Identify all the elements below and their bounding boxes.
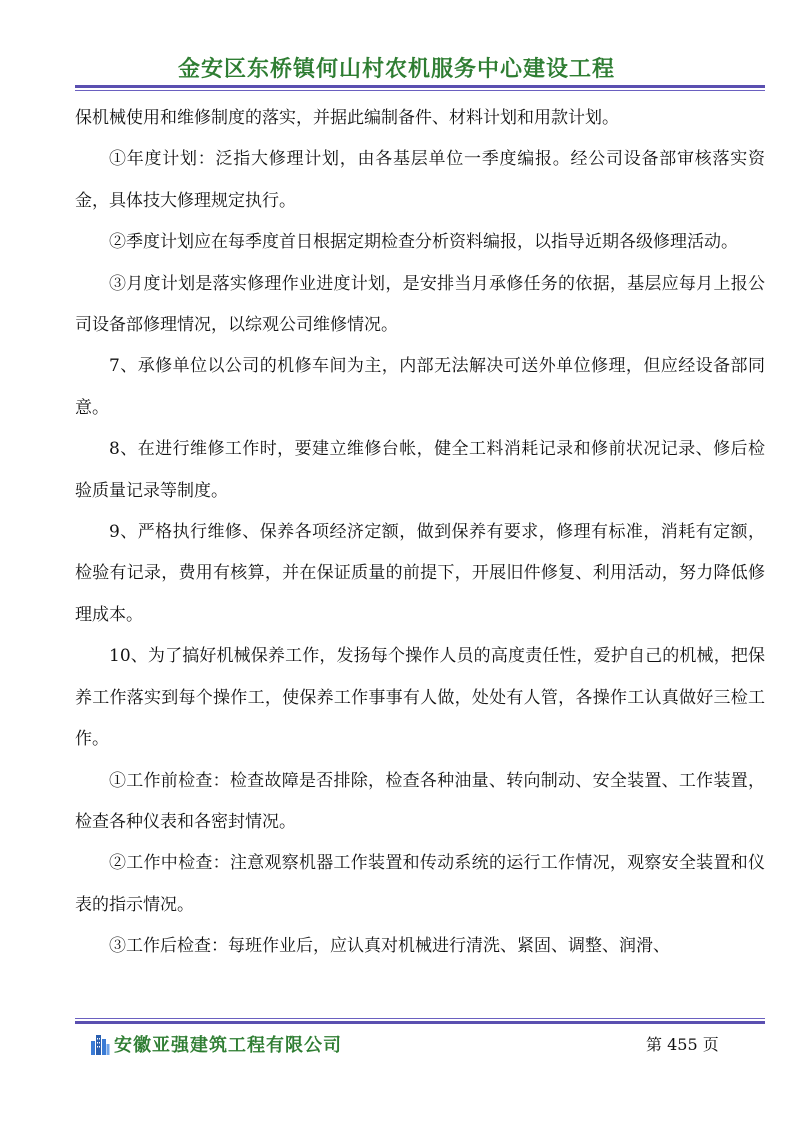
paragraph: 7、承修单位以公司的机修车间为主，内部无法解决可送外单位修理，但应经设备部同意。 [75, 356, 765, 418]
paragraph: 8、在进行维修工作时，要建立维修台帐，健全工料消耗记录和修前状况记录、修后检验质量记录等制度。 [75, 439, 765, 501]
document-header-title: 金安区东桥镇何山村农机服务中心建设工程 [177, 56, 615, 82]
page-number: 第 455 页 [646, 1035, 719, 1054]
paragraph: ①年度计划：泛指大修理计划，由各基层单位一季度编报。经公司设备部审核落实资金，具体技大修理规定执行。 [75, 149, 765, 211]
document-body [75, 98, 765, 968]
paragraph: 9、严格执行维修、保养各项经济定额，做到保养有要求，修理有标准，消耗有定额，检验有记录，费用有核算，并在保证质量的前提下，开展旧件修复、利用活动，努力降低修理成本。 [75, 522, 765, 625]
company-logo-icon [90, 1031, 110, 1055]
header-rule-thick [75, 85, 765, 88]
footer-rule-thick [75, 1021, 765, 1024]
header-rule-thin [75, 90, 765, 91]
footer-company-name: 安徽亚强建筑工程有限公司 [114, 1035, 342, 1056]
paragraph: 10、为了搞好机械保养工作，发扬每个操作人员的高度责任性，爱护自己的机械，把保养工作落实到每个操作工，使保养工作事事有人做，处处有人管，各操作工认真做好三检工作。 [75, 646, 765, 750]
paragraph: ①工作前检查：检查故障是否排除，检查各种油量、转向制动、安全装置、工作装置，检查各种仪表和各密封情况。 [75, 770, 765, 832]
paragraph: 保机械使用和维修制度的落实，并据此编制备件、材料计划和用款计划。 [75, 108, 619, 128]
footer-rule-thin [75, 1018, 765, 1019]
paragraph: ②工作中检查：注意观察机器工作装置和传动系统的运行工作情况，观察安全装置和仪表的指示情况。 [75, 853, 765, 915]
paragraph: ③工作后检查：每班作业后，应认真对机械进行清洗、紧固、调整、润滑、 [109, 936, 670, 957]
paragraph: ②季度计划应在每季度首日根据定期检查分析资料编报，以指导近期各级修理活动。 [109, 232, 738, 253]
paragraph: ③月度计划是落实修理作业进度计划，是安排当月承修任务的依据，基层应每月上报公司设备部修理情况，以综观公司维修情况。 [75, 273, 765, 336]
